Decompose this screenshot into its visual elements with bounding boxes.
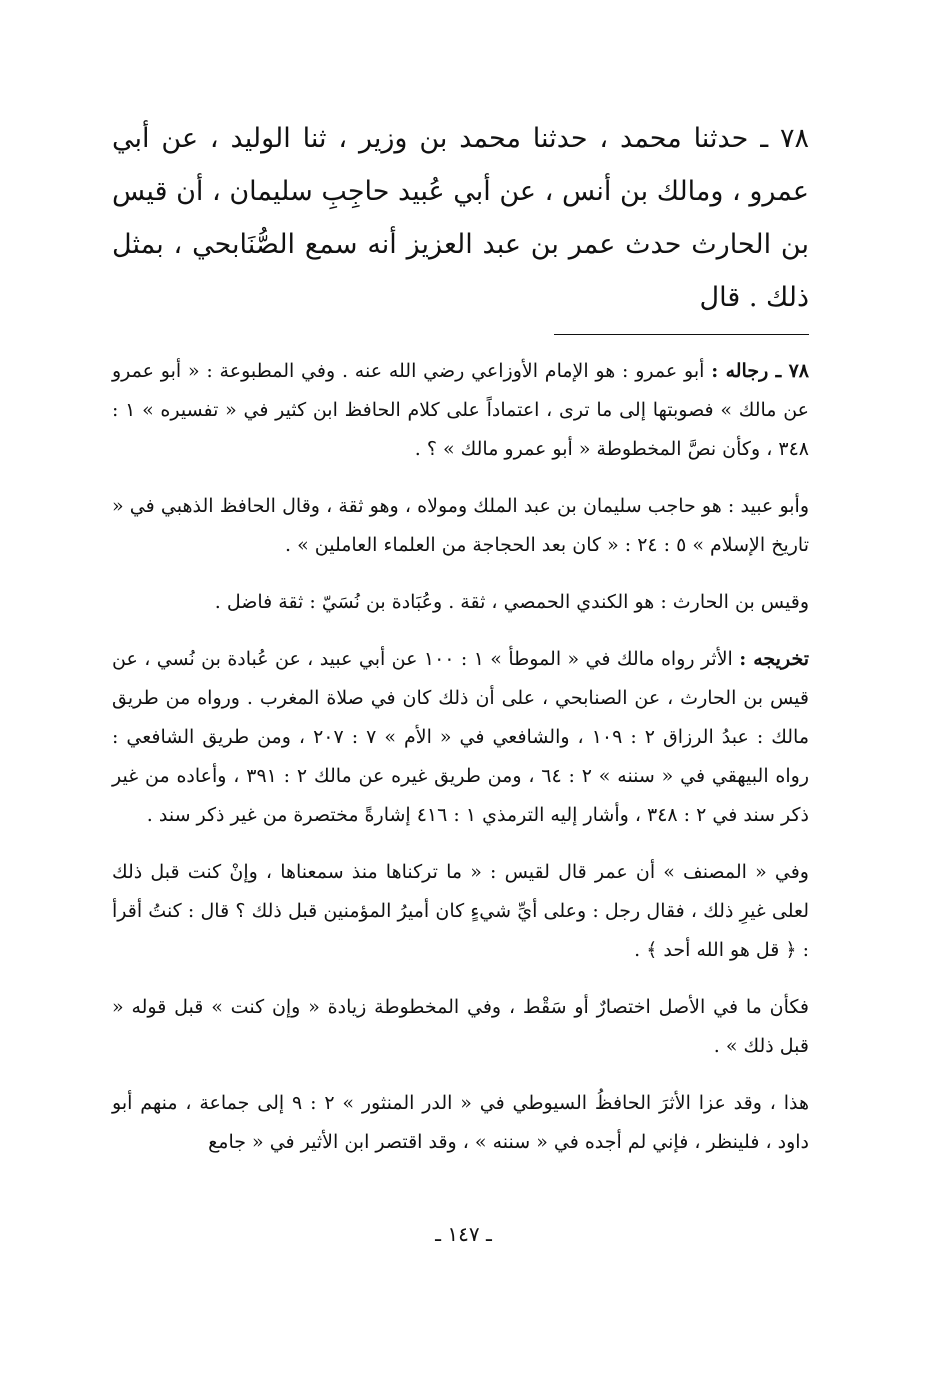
footnote-takhrij-text: الأثر رواه مالك في « الموطأ » ١ : ١٠٠ عن أبي عبيد ، عن عُبادة بن نُسي ، عن قيس بن الحارث ، عن الصنابحي ، على أن ذلك كان في صلاة المغرب . ورواه من طريق مالك : عبدُ الرزاق ٢ : ١٠٩ ، والشافعي في « الأم » ٧ : ٢٠٧ ، ومن طريق الشافعي : رواه البيهقي في « سننه » ٢ : ٦٤ ، ومن طريق غيره عن مالك ٢ : ٣٩١ ، وأعاده من غير ذكر سند في ٢ : ٣٤٨ ، وأشار إليه الترمذي ١ : ٤١٦ إشارةً مختصرة من غير ذكر سند . [112, 648, 810, 826]
footnote-takhrij [112, 640, 809, 835]
footnote-qays: وقيس بن الحارث : هو الكندي الحمصي ، ثقة . وعُبَادة بن نُسَيّ : ثقة فاضل . [214, 591, 809, 613]
footnote-rijal-text: أبو عمرو : هو الإمام الأوزاعي رضي الله عنه . وفي المطبوعة : « أبو عمرو عن مالك » فصوبتها إلى ما ترى ، اعتماداً على كلام الحافظ ابن كثير في « تفسيره » ١ : ٣٤٨ ، وكأن نصَّ المخطوطة « أبو عمرو مالك » ؟ . [112, 360, 809, 460]
hadith-text: ٧٨ ـ حدثنا محمد ، حدثنا محمد بن وزير ، ثنا الوليد ، عن أبي عمرو ، ومالك بن أنس ، عن أبي عُبيد حاجِبِ سليمان ، أن قيس بن الحارث حدث عمر بن عبد العزيز أنه سمع الصُّنَابحي ، بمثل ذلك . قال [112, 123, 809, 313]
footnote-musannaf: وفي « المصنف » أن عمر قال لقيس : « ما تركناها منذ سمعناها ، وإنْ كنت قبل ذلك لعلى غيرِ ذلك ، فقال رجل : وعلى أيِّ شيءٍ كان أميرُ المؤمنين قبل ذلك ؟ قال : كنتُ أقرأ : ﴿ قل هو الله أحد ﴾ . [112, 861, 809, 961]
footnote-takhrij-label: تخريجه : [739, 648, 809, 670]
footnote-separator [554, 334, 809, 335]
footnote-ikhtisar: فكأن ما في الأصل اختصارٌ أو سَقْط ، وفي المخطوطة زيادة « وإن كنت » قبل قوله « قبل ذلك » . [112, 996, 809, 1057]
footnote-rijal [112, 352, 809, 469]
page-number: ـ ١٤٧ ـ [435, 1222, 492, 1246]
footnote-abu-ubaid: وأبو عبيد : هو حاجب سليمان بن عبد الملك ومولاه ، وهو ثقة ، وقال الحافظ الذهبي في « تاريخ الإسلام » ٥ : ٢٤ : « كان بعد الحجاجة من العلماء العاملين » . [112, 495, 809, 556]
footnote-rijal-label: ٧٨ ـ رجاله : [711, 360, 809, 382]
page-content [112, 112, 809, 1180]
footnotes [112, 352, 809, 1162]
footnote-hadha: هذا ، وقد عزا الأثرَ الحافظُ السيوطي في « الدر المنثور » ٢ : ٩ إلى جماعة ، منهم أبو داود ، فلينظر ، فإني لم أجده في « سننه » ، وقد اقتصر ابن الأثير في « جامع [112, 1092, 809, 1153]
